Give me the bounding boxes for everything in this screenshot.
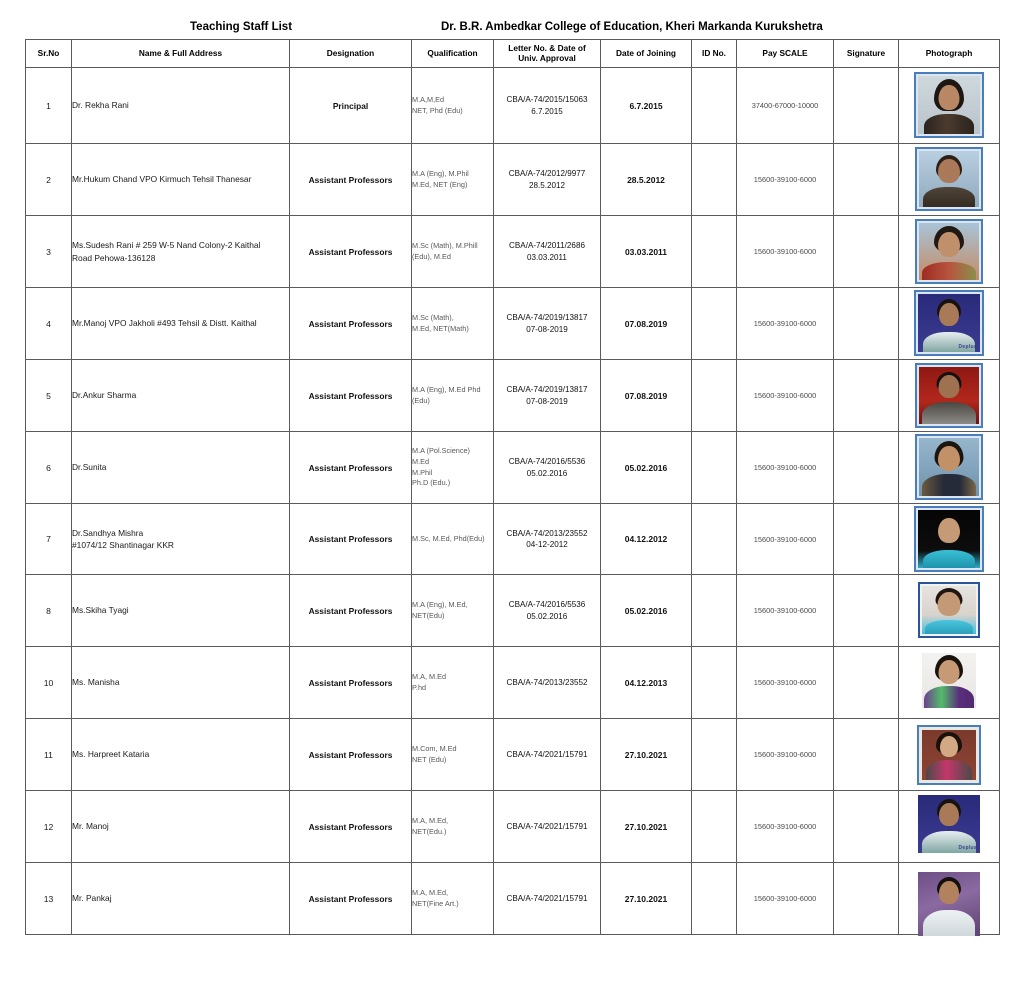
qual-line-1: M.A (Pol.Science) [412,446,470,456]
staff-photo [918,76,980,134]
cell-name-address [72,288,290,360]
staff-photo [919,438,979,496]
photo-torso [926,760,972,780]
qual-line-2: NET (Edu) [412,754,447,764]
name-line-1: Ms.Sudesh Rani # 259 W-5 Nand Colony-2 Kaithal [72,240,261,251]
col-header-id-no: ID No. [692,40,737,68]
letter-line-2: 03.03.2011 [527,252,567,262]
cell-signature [834,504,899,575]
page-title-left: Teaching Staff List [190,21,293,33]
teaching-staff-table [25,39,1000,935]
photo-face [940,736,958,757]
table-row [26,144,1000,216]
cell-sr-no: 12 [26,791,72,863]
cell-designation: Assistant Professors [290,432,412,504]
cell-id-no [692,863,737,935]
cell-pay-scale: 15600-39100-6000 [737,144,834,216]
cell-designation: Assistant Professors [290,575,412,647]
cell-letter-no-date [494,863,601,935]
cell-name-address [72,791,290,863]
cell-date-of-joining: 05.02.2016 [601,575,692,647]
cell-letter-no-date [494,504,601,575]
cell-signature [834,144,899,216]
qual-line-2: (Edu) [412,395,430,405]
cell-qualification [412,575,494,647]
cell-letter-no-date [494,575,601,647]
cell-id-no [692,216,737,288]
photo-frame [914,72,984,138]
cell-signature [834,647,899,719]
letter-line-1: CBA/A-74/2011/2686 [509,241,585,251]
cell-signature [834,432,899,504]
cell-id-no [692,575,737,647]
cell-date-of-joining: 27.10.2021 [601,719,692,791]
cell-sr-no: 4 [26,288,72,360]
letter-line-1: CBA/A-74/2019/13817 [506,313,588,323]
staff-photo [918,510,980,568]
cell-name-address [72,144,290,216]
cell-qualification [412,144,494,216]
name-line-1: Ms. Harpreet Kataria [72,749,150,760]
staff-photo [922,653,976,708]
staff-photo [919,151,979,207]
cell-name-address [72,432,290,504]
name-line-1: Ms.Skiha Tyagi [72,605,129,616]
cell-pay-scale: 15600-39100-6000 [737,432,834,504]
staff-photo [918,872,980,936]
letter-line-1: CBA/A-74/2019/13817 [506,385,588,395]
name-line-2: Road Pehowa-136128 [72,252,156,263]
photo-torso [922,402,976,424]
staff-photo [919,367,979,424]
cell-sr-no: 1 [26,68,72,144]
photo-face [939,881,959,904]
cell-date-of-joining: 03.03.2011 [601,216,692,288]
cell-pay-scale: 15600-39100-6000 [737,791,834,863]
letter-line-1: CBA/A-74/2021/15791 [506,821,588,831]
photo-torso [924,114,974,134]
qual-line-2: P.hd [412,682,427,692]
letter-line-1: CBA/A-74/2013/23552 [506,677,588,687]
cell-signature [834,791,899,863]
cell-letter-no-date [494,647,601,719]
cell-letter-no-date [494,288,601,360]
staff-photo [919,223,979,280]
cell-name-address [72,504,290,575]
photo-frame [918,582,980,638]
cell-date-of-joining: 27.10.2021 [601,863,692,935]
cell-designation: Assistant Professors [290,216,412,288]
cell-name-address [72,719,290,791]
staff-photo [918,294,980,352]
cell-sr-no: 8 [26,575,72,647]
qual-line-2: M.Ed, NET (Eng) [412,179,468,189]
cell-letter-no-date [494,791,601,863]
qual-line-1: M.Sc (Math), [412,312,454,322]
photo-frame [915,434,983,500]
cell-id-no [692,68,737,144]
photo-face [938,446,960,471]
cell-sr-no: 2 [26,144,72,216]
cell-date-of-joining: 27.10.2021 [601,791,692,863]
col-header-sr-no: Sr.No [26,40,72,68]
cell-qualification [412,863,494,935]
photo-frame [917,725,981,785]
photo-face [939,85,960,110]
photo-torso [922,474,976,496]
photo-watermark: Deplus [958,845,977,851]
cell-pay-scale: 15600-39100-6000 [737,863,834,935]
cell-photograph [899,216,1000,288]
cell-designation: Assistant Professors [290,288,412,360]
letter-line-2: 28.5.2012 [528,180,565,190]
name-line-1: Dr.Ankur Sharma [72,390,137,401]
cell-pay-scale: 15600-39100-6000 [737,647,834,719]
cell-designation: Assistant Professors [290,863,412,935]
cell-designation: Assistant Professors [290,791,412,863]
table-row [26,647,1000,719]
cell-photograph [899,288,1000,360]
letter-line-1: CBA/A-74/2013/23552 [506,528,588,538]
letter-line-1: CBA/A-74/2012/9977 [508,169,586,179]
cell-photograph [899,575,1000,647]
cell-signature [834,68,899,144]
qual-line-2: M.Ed, NET(Math) [412,323,469,333]
photo-torso [923,910,975,936]
cell-qualification [412,719,494,791]
cell-date-of-joining: 04.12.2013 [601,647,692,719]
cell-pay-scale: 15600-39100-6000 [737,360,834,432]
photo-face [938,518,960,543]
cell-id-no [692,144,737,216]
cell-name-address [72,575,290,647]
cell-date-of-joining: 6.7.2015 [601,68,692,144]
table-row [26,68,1000,144]
cell-letter-no-date [494,216,601,288]
photo-torso [924,686,974,708]
col-header-letter-no-date [494,40,601,68]
col-header-date-of-joining: Date of Joining [601,40,692,68]
cell-id-no [692,791,737,863]
cell-photograph [899,791,1000,863]
cell-pay-scale: 15600-39100-6000 [737,575,834,647]
qual-line-1: M.Sc (Math), M.Phill [412,240,478,250]
table-row [26,432,1000,504]
cell-sr-no: 3 [26,216,72,288]
cell-date-of-joining: 07.08.2019 [601,288,692,360]
document-header [0,21,1024,37]
cell-id-no [692,432,737,504]
cell-sr-no: 11 [26,719,72,791]
qual-line-2: NET(Fine Art.) [412,898,459,908]
staff-photo [922,730,976,780]
table-header-row [26,40,1000,68]
col-header-name-address: Name & Full Address [72,40,290,68]
letter-line-1: CBA/A-74/2015/15063 [506,95,588,105]
table-body [26,68,1000,935]
cell-designation: Assistant Professors [290,647,412,719]
cell-designation: Assistant Professors [290,504,412,575]
cell-id-no [692,719,737,791]
cell-qualification [412,288,494,360]
photo-torso [922,262,976,280]
table-row [26,288,1000,360]
table-row [26,216,1000,288]
cell-qualification [412,432,494,504]
letter-line-2: 6.7.2015 [531,106,563,116]
photo-face [939,660,960,684]
table-row [26,575,1000,647]
name-line-1: Ms. Manisha [72,677,120,688]
cell-id-no [692,288,737,360]
photo-face [939,303,959,326]
photo-frame [918,795,980,853]
cell-pay-scale: 37400-67000-10000 [737,68,834,144]
photo-frame [914,506,984,572]
photo-frame [922,653,976,708]
qual-line-2: (Edu), M.Ed [412,251,451,261]
cell-sr-no: 7 [26,504,72,575]
photo-torso [925,620,973,634]
cell-designation: Assistant Professors [290,144,412,216]
cell-qualification [412,647,494,719]
cell-signature [834,216,899,288]
cell-pay-scale: 15600-39100-6000 [737,504,834,575]
cell-name-address [72,647,290,719]
cell-signature [834,360,899,432]
col-header-qualification: Qualification [412,40,494,68]
photo-face [938,232,960,257]
staff-photo [918,795,980,853]
cell-photograph [899,432,1000,504]
col-header-signature: Signature [834,40,899,68]
cell-photograph [899,719,1000,791]
name-line-1: Mr. Pankaj [72,893,112,904]
cell-name-address [72,68,290,144]
qual-line-1: M.A,M,Ed [412,94,445,104]
cell-qualification [412,360,494,432]
qual-line-1: M.Com, M.Ed [412,743,457,753]
qual-line-3: M.Phil [412,467,433,477]
cell-letter-no-date [494,144,601,216]
photo-face [939,375,960,398]
cell-letter-no-date [494,719,601,791]
photo-frame [918,872,980,936]
cell-photograph [899,144,1000,216]
cell-id-no [692,360,737,432]
qual-line-2: NET(Edu.) [412,826,447,836]
cell-letter-no-date [494,432,601,504]
letter-line-2: 07-08-2019 [526,324,568,334]
cell-designation: Assistant Professors [290,360,412,432]
cell-photograph [899,647,1000,719]
photo-torso [923,187,975,207]
name-line-1: Mr.Hukum Chand VPO Kirmuch Tehsil Thanesar [72,174,252,185]
col-header-pay-scale: Pay SCALE [737,40,834,68]
cell-name-address [72,360,290,432]
qual-line-2: NET(Edu) [412,610,445,620]
qual-line-2: NET, Phd (Edu) [412,105,463,115]
cell-signature [834,288,899,360]
cell-signature [834,575,899,647]
table-row [26,719,1000,791]
qual-line-1: M.A, M.Ed, [412,887,449,897]
cell-signature [834,863,899,935]
letter-line-2: 04-12-2012 [526,540,568,549]
qual-line-1: M.A, M.Ed, [412,815,449,825]
cell-photograph [899,68,1000,144]
cell-pay-scale: 15600-39100-6000 [737,216,834,288]
col-header-designation: Designation [290,40,412,68]
cell-qualification [412,791,494,863]
cell-sr-no: 10 [26,647,72,719]
cell-date-of-joining: 28.5.2012 [601,144,692,216]
cell-name-address [72,216,290,288]
page-title-right: Dr. B.R. Ambedkar College of Education, Kheri Markanda Kurukshetra [441,21,823,33]
cell-pay-scale: 15600-39100-6000 [737,288,834,360]
col-header-letter-line2: Univ. Approval [518,52,576,63]
cell-qualification [412,504,494,575]
photo-frame [915,147,983,211]
cell-date-of-joining: 04.12.2012 [601,504,692,575]
cell-sr-no: 6 [26,432,72,504]
name-line-1: Dr.Sunita [72,462,107,473]
cell-qualification [412,68,494,144]
qual-line-4: Ph.D (Edu.) [412,478,451,488]
letter-line-2: 07-08-2019 [526,396,568,406]
cell-id-no [692,647,737,719]
name-line-1: Dr. Rekha Rani [72,100,129,111]
qual-line-2: M.Ed [412,456,430,466]
letter-line-1: CBA/A-74/2021/15791 [506,749,588,759]
col-header-letter-line1: Letter No. & Date of [508,42,586,53]
cell-signature [834,719,899,791]
cell-photograph [899,863,1000,935]
photo-torso [923,550,975,568]
cell-date-of-joining: 07.08.2019 [601,360,692,432]
qual-line-1: M.A (Eng), M.Ed, [412,599,468,609]
letter-line-1: CBA/A-74/2016/5536 [508,457,586,467]
photo-face [939,803,959,826]
cell-letter-no-date [494,68,601,144]
photo-face [938,159,960,183]
cell-qualification [412,216,494,288]
qual-line-1: M.A, M.Ed [412,671,447,681]
name-line-1: Mr.Manoj VPO Jakholi #493 Tehsil & Distt. Kaithal [72,318,257,329]
name-line-1: Dr.Sandhya Mishra [72,527,144,538]
letter-line-2: 05.02.2016 [526,611,568,621]
photo-face [938,592,961,616]
table-row [26,863,1000,935]
photo-frame [915,219,983,284]
photo-frame [915,363,983,428]
cell-date-of-joining: 05.02.2016 [601,432,692,504]
cell-designation: Assistant Professors [290,719,412,791]
qual-line-1: M.A (Eng), M.Ed Phd [412,384,481,394]
cell-sr-no: 13 [26,863,72,935]
name-line-1: Mr. Manoj [72,821,109,832]
cell-letter-no-date [494,360,601,432]
cell-sr-no: 5 [26,360,72,432]
table-row [26,791,1000,863]
col-header-photograph: Photograph [899,40,1000,68]
cell-photograph [899,504,1000,575]
qual-line-1: M.Sc, M.Ed, Phd(Edu) [412,533,485,543]
cell-photograph [899,360,1000,432]
photo-watermark: Deplus [958,344,977,350]
cell-name-address [72,863,290,935]
table-row [26,360,1000,432]
name-line-2: #1074/12 Shantinagar KKR [72,540,174,550]
photo-frame [914,290,984,356]
table-row [26,504,1000,575]
cell-pay-scale: 15600-39100-6000 [737,719,834,791]
letter-line-1: CBA/A-74/2021/15791 [506,893,588,903]
staff-photo [922,586,976,634]
letter-line-2: 05.02.2016 [526,468,568,478]
cell-designation: Principal [290,68,412,144]
qual-line-1: M.A (Eng), M.Phil [412,168,469,178]
letter-line-1: CBA/A-74/2016/5536 [508,600,586,610]
cell-id-no [692,504,737,575]
